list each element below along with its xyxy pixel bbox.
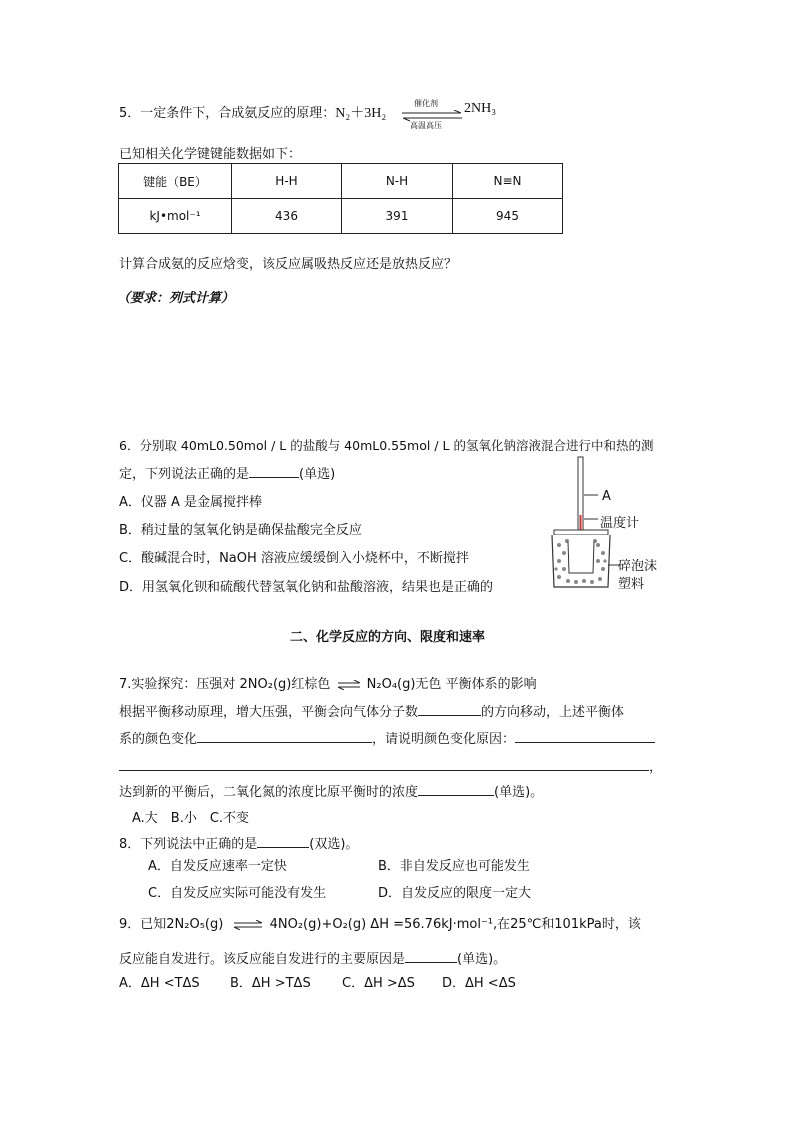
table-header-cell: H-H (232, 164, 342, 199)
diagram-label-foam-1: 碎泡沫 (618, 559, 658, 574)
q5-eq-right: 2NH₃ (464, 101, 497, 116)
section-title: 二、化学反应的方向、限度和速率 (290, 630, 486, 645)
table-cell: 436 (232, 199, 342, 234)
q7-text: 的方向移动，上述平衡体 (481, 705, 625, 720)
q6-line2 (119, 463, 335, 482)
table-row (119, 199, 563, 234)
q9-option-c: C．ΔH >ΔS (342, 976, 415, 991)
diagram-label-thermometer: 温度计 (600, 516, 640, 531)
q9-text: 反应能自发进行。该反应能自发进行的主要原因是 (119, 952, 406, 967)
table-cell: kJ•mol⁻¹ (119, 199, 232, 234)
table-row (119, 164, 563, 199)
q5-eq-left: N₂＋3H₂ (335, 106, 387, 121)
q7-line5 (119, 781, 543, 800)
q6-option-a: A．仪器 A 是金属搅拌棒 (119, 495, 263, 510)
q6-option-b: B．稍过量的氢氧化钠是确保盐酸完全反应 (119, 523, 362, 538)
q7-line2 (119, 701, 624, 720)
q9-option-a: A．ΔH <TΔS (119, 976, 200, 991)
q6-choice-type: (单选) (299, 467, 336, 482)
q9-option-d: D．ΔH <ΔS (442, 976, 516, 991)
q7-text: (单选)。 (494, 785, 544, 800)
q7-text: ，请说明颜色变化原因： (372, 732, 516, 747)
q6-option-d: D．用氢氧化钡和硫酸代替氢氧化钠和盐酸溶液，结果也是正确的 (119, 580, 494, 595)
table-header-cell: N-H (342, 164, 453, 199)
q7-text: 达到新的平衡后，二氧化氮的浓度比原平衡时的浓度 (119, 785, 419, 800)
q8-text: 8．下列说法中正确的是 (119, 837, 258, 852)
q5-condition-arrows (400, 98, 464, 132)
q7-stem-b: N₂O₄(g)无色 平衡体系的影响 (366, 677, 537, 692)
q9-text: 9．已知2N₂O₅(g) (119, 917, 224, 932)
q5-requirement: （要求：列式计算） (117, 291, 235, 306)
q6-stem: 定，下列说法正确的是 (119, 467, 250, 482)
q5-question: 计算合成氨的反应焓变，该反应属吸热反应还是放热反应？ (119, 257, 458, 272)
table-cell: 391 (342, 199, 453, 234)
answer-blank[interactable] (418, 702, 481, 716)
equilibrium-arrow-icon (337, 680, 361, 690)
q7-line3 (119, 728, 655, 747)
answer-blank[interactable] (197, 729, 372, 743)
q5-prefix: 5．一定条件下，合成氨反应的原理： (119, 106, 336, 121)
answer-blank[interactable] (515, 729, 655, 743)
q9-line2 (119, 948, 506, 967)
q7-options: A.大 B.小 C.不变 (132, 811, 250, 826)
q8-option-a: A．自发反应速率一定快 (148, 859, 287, 874)
q7-stem-a: 7.实验探究：压强对 2NO₂(g)红棕色 (119, 677, 331, 692)
answer-blank[interactable] (249, 464, 299, 478)
q8-option-c: C．自发反应实际可能没有发生 (148, 886, 327, 901)
q9-option-b: B．ΔH >TΔS (230, 976, 311, 991)
table-header-cell: N≡N (453, 164, 563, 199)
q9-text: 4NO₂(g)+O₂(g) ΔH =56.76kJ·mol⁻¹,在25℃和101kPa时，该 (269, 917, 641, 932)
q7-line1 (119, 673, 537, 692)
q7-text: 系的颜色变化 (119, 732, 198, 747)
q9-text: (单选)。 (457, 952, 507, 967)
q5-intro: 已知相关化学键键能数据如下： (119, 147, 302, 162)
q7-text: ， (649, 760, 663, 775)
calorimeter-diagram (540, 455, 670, 595)
answer-blank[interactable] (257, 834, 309, 848)
q6-option-c: C．酸碱混合时，NaOH 溶液应缓缓倒入小烧杯中，不断搅拌 (119, 551, 469, 566)
q7-line4 (119, 756, 662, 775)
equilibrium-arrow-icon (233, 920, 263, 930)
q5-cond-top: 催化剂 (414, 99, 438, 108)
bond-energy-table (118, 163, 563, 234)
q5-cond-bottom: 高温高压 (410, 121, 442, 130)
q8-option-b: B．非自发反应也可能发生 (378, 859, 530, 874)
answer-blank[interactable] (119, 757, 649, 771)
q8-option-d: D．自发反应的限度一定大 (378, 886, 532, 901)
q8-stem (119, 833, 358, 852)
answer-blank[interactable] (405, 949, 457, 963)
q5-stem (119, 102, 386, 122)
q7-text: 根据平衡移动原理，增大压强，平衡会向气体分子数 (119, 705, 419, 720)
diagram-label-a: A (602, 489, 611, 504)
answer-blank[interactable] (418, 782, 494, 796)
table-header-cell: 键能（BE） (119, 164, 232, 199)
q8-text: (双选)。 (309, 837, 359, 852)
table-cell: 945 (453, 199, 563, 234)
q6-line1: 6．分别取 40mL0.50mol / L 的盐酸与 40mL0.55mol / L 的氢氧化钠溶液混合进行中和热的测 (119, 438, 654, 453)
diagram-label-foam-2: 塑料 (618, 577, 645, 592)
q9-line1 (119, 913, 641, 932)
